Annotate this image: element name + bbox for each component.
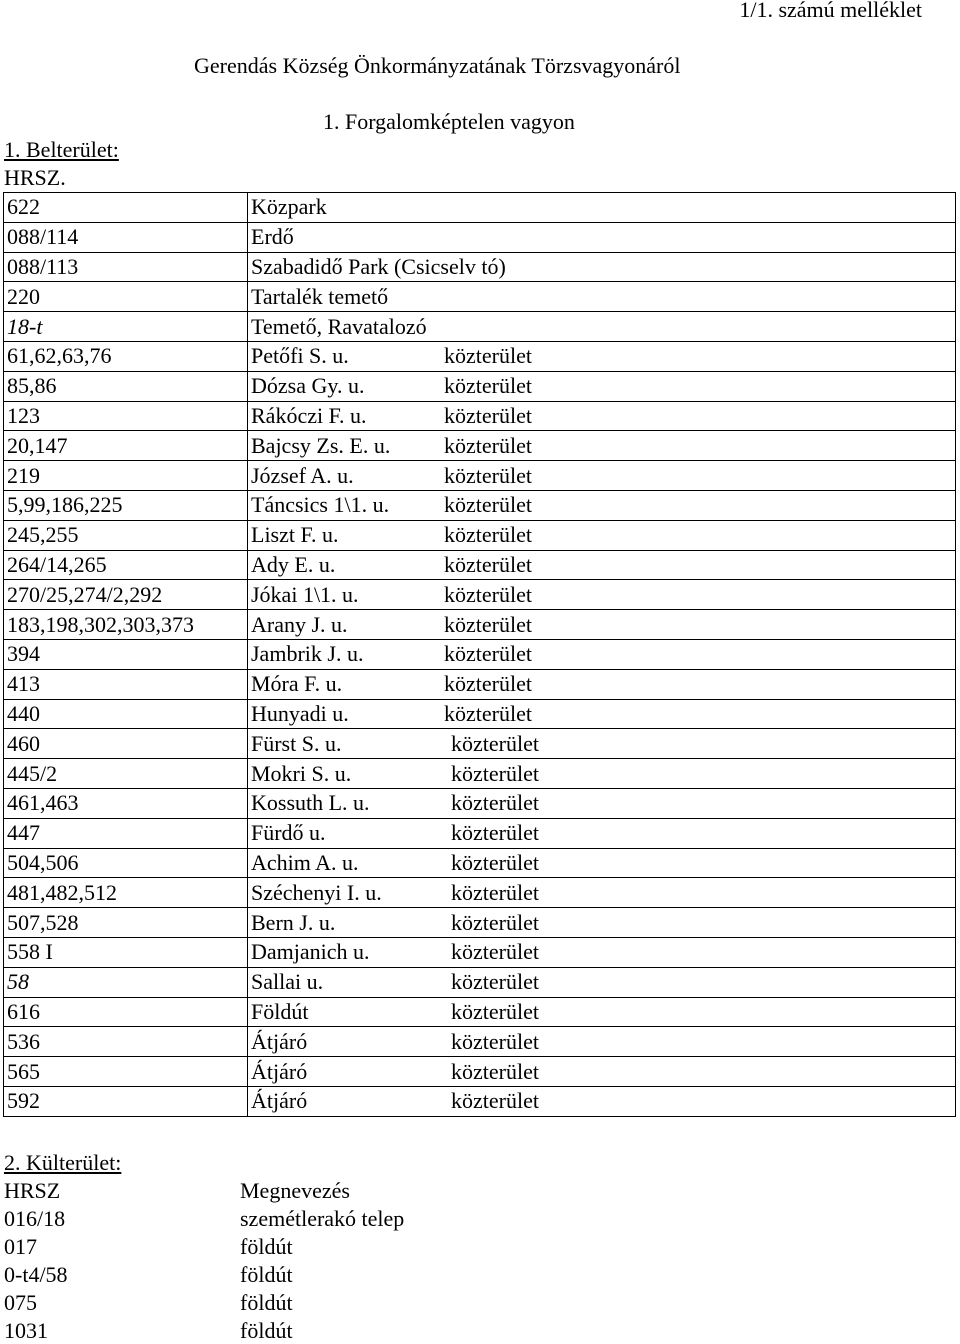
property-name: Bajcsy Zs. E. u.: [251, 432, 391, 458]
list-item: [4, 1290, 293, 1316]
property-type: közterület: [451, 1058, 539, 1084]
hrsz-cell: 504,506: [4, 848, 248, 878]
table-row: [4, 312, 956, 342]
name-cell: [248, 193, 956, 223]
property-name: Táncsics 1\1. u.: [251, 492, 390, 518]
hrsz-cell: 245,255: [4, 520, 248, 550]
property-name: Szabadidő Park (Csicselv tó): [251, 253, 506, 279]
list-item: [4, 1234, 293, 1260]
table-row: [4, 818, 956, 848]
name-cell: [248, 967, 956, 997]
name-cell: [248, 520, 956, 550]
name-cell: [248, 669, 956, 699]
name-cell: [248, 490, 956, 520]
property-type: közterület: [444, 492, 532, 518]
name-cell: [248, 371, 956, 401]
hrsz-cell: 270/25,274/2,292: [4, 580, 248, 610]
property-type: közterület: [444, 551, 532, 577]
hrsz-cell: 413: [4, 669, 248, 699]
kulterulet-name: földút: [240, 1290, 293, 1315]
property-name: Arany J. u.: [251, 611, 348, 637]
table-row: [4, 937, 956, 967]
property-name: Temető, Ravatalozó: [251, 313, 427, 339]
kulterulet-name: földút: [240, 1318, 293, 1343]
hrsz-cell: 622: [4, 193, 248, 223]
property-name: Achim A. u.: [251, 849, 359, 875]
table-row: [4, 878, 956, 908]
hrsz-cell: 61,62,63,76: [4, 341, 248, 371]
kulterulet-name: földút: [240, 1262, 293, 1287]
kulterulet-hrsz: 1031: [4, 1318, 48, 1343]
name-cell: [248, 1086, 956, 1116]
table-row: [4, 550, 956, 580]
table-row: [4, 193, 956, 223]
property-name: Ady E. u.: [251, 551, 336, 577]
name-cell: [248, 788, 956, 818]
property-name: Bern J. u.: [251, 909, 336, 935]
property-type: közterület: [451, 820, 539, 846]
property-type: közterület: [451, 969, 539, 995]
property-type: közterület: [444, 611, 532, 637]
property-type: közterület: [444, 432, 532, 458]
property-name: Liszt F. u.: [251, 522, 339, 548]
property-type: közterület: [451, 1028, 539, 1054]
name-cell: [248, 818, 956, 848]
property-type: közterület: [444, 462, 532, 488]
name-cell: [248, 729, 956, 759]
table-row: [4, 610, 956, 640]
name-cell: [248, 1027, 956, 1057]
name-cell: [248, 431, 956, 461]
table-row: [4, 759, 956, 789]
kulterulet-hrsz: 075: [4, 1290, 37, 1315]
name-cell: [248, 252, 956, 282]
name-cell: [248, 401, 956, 431]
property-name: Átjáró: [251, 1058, 308, 1084]
list-item: [4, 1318, 293, 1344]
name-cell: [248, 878, 956, 908]
table-row: [4, 490, 956, 520]
annex-label: 1/1. számú melléklet: [739, 0, 922, 22]
property-name: Fürst S. u.: [251, 730, 342, 756]
property-type: közterület: [451, 790, 539, 816]
property-type: közterület: [444, 373, 532, 399]
property-name: Damjanich u.: [251, 939, 370, 965]
property-name: Rákóczi F. u.: [251, 402, 367, 428]
hrsz-cell: 507,528: [4, 908, 248, 938]
table-row: [4, 1086, 956, 1116]
property-type: közterület: [451, 1088, 539, 1114]
property-name: József A. u.: [251, 462, 354, 488]
property-name: Átjáró: [251, 1088, 308, 1114]
hrsz-cell: 461,463: [4, 788, 248, 818]
kulterulet-name: szemétlerakó telep: [240, 1206, 405, 1231]
table-row: [4, 282, 956, 312]
property-type: közterület: [451, 909, 539, 935]
property-type: közterület: [444, 522, 532, 548]
property-type: közterület: [444, 671, 532, 697]
table-row: [4, 222, 956, 252]
property-type: közterület: [451, 998, 539, 1024]
name-cell: [248, 848, 956, 878]
property-name: Átjáró: [251, 1028, 308, 1054]
name-cell: [248, 1057, 956, 1087]
name-cell: [248, 580, 956, 610]
property-name: Dózsa Gy. u.: [251, 373, 365, 399]
hrsz-cell: 445/2: [4, 759, 248, 789]
name-cell: [248, 937, 956, 967]
kulterulet-hrsz: 0-t4/58: [4, 1262, 68, 1287]
table-row: [4, 639, 956, 669]
property-type: közterület: [451, 760, 539, 786]
section2-heading: 2. Külterület:: [4, 1150, 122, 1175]
kulterulet-hrsz-header: HRSZ: [4, 1178, 61, 1203]
table-row: [4, 699, 956, 729]
name-cell: [248, 461, 956, 491]
list-item: [4, 1206, 404, 1232]
property-type: közterület: [444, 700, 532, 726]
hrsz-cell: 219: [4, 461, 248, 491]
hrsz-cell: 183,198,302,303,373: [4, 610, 248, 640]
hrsz-cell: 088/113: [4, 252, 248, 282]
belterulet-table: [3, 192, 956, 1117]
property-type: közterület: [451, 939, 539, 965]
table-row: [4, 401, 956, 431]
hrsz-cell: 447: [4, 818, 248, 848]
name-cell: [248, 222, 956, 252]
table-row: [4, 371, 956, 401]
hrsz-cell: 123: [4, 401, 248, 431]
section1-hrsz-header: HRSZ.: [4, 165, 66, 190]
table-row: [4, 520, 956, 550]
name-cell: [248, 610, 956, 640]
hrsz-cell: 481,482,512: [4, 878, 248, 908]
table-row: [4, 461, 956, 491]
kulterulet-name: földút: [240, 1234, 293, 1259]
hrsz-cell: 20,147: [4, 431, 248, 461]
property-type: közterület: [444, 402, 532, 428]
name-cell: [248, 759, 956, 789]
hrsz-cell: 220: [4, 282, 248, 312]
property-name: Kossuth L. u.: [251, 790, 370, 816]
name-cell: [248, 997, 956, 1027]
hrsz-cell: 536: [4, 1027, 248, 1057]
hrsz-cell: 558 I: [4, 937, 248, 967]
property-type: közterület: [444, 343, 532, 369]
hrsz-cell: 592: [4, 1086, 248, 1116]
table-row: [4, 729, 956, 759]
table-row: [4, 1057, 956, 1087]
kulterulet-hrsz: 017: [4, 1234, 37, 1259]
property-name: Széchenyi I. u.: [251, 879, 382, 905]
property-name: Hunyadi u.: [251, 700, 349, 726]
table-row: [4, 908, 956, 938]
document-subtitle: 1. Forgalomképtelen vagyon: [323, 109, 575, 134]
property-type: közterület: [444, 581, 532, 607]
name-cell: [248, 341, 956, 371]
hrsz-cell: 440: [4, 699, 248, 729]
table-row: [4, 1027, 956, 1057]
hrsz-cell: 85,86: [4, 371, 248, 401]
list-item: [4, 1262, 293, 1288]
document-title: Gerendás Község Önkormányzatának Törzsvagyonáról: [194, 53, 681, 78]
hrsz-cell: 18-t: [4, 312, 248, 342]
table-row: [4, 669, 956, 699]
hrsz-cell: 088/114: [4, 222, 248, 252]
kulterulet-hrsz: 016/18: [4, 1206, 66, 1231]
kulterulet-header-row: [4, 1178, 350, 1204]
property-type: közterület: [451, 849, 539, 875]
hrsz-cell: 565: [4, 1057, 248, 1087]
table-row: [4, 252, 956, 282]
name-cell: [248, 550, 956, 580]
property-name: Erdő: [251, 224, 294, 250]
name-cell: [248, 908, 956, 938]
name-cell: [248, 312, 956, 342]
property-name: Közpark: [251, 194, 327, 220]
table-row: [4, 580, 956, 610]
table-row: [4, 997, 956, 1027]
name-cell: [248, 699, 956, 729]
table-row: [4, 431, 956, 461]
property-type: közterület: [451, 879, 539, 905]
property-name: Petőfi S. u.: [251, 343, 349, 369]
name-cell: [248, 282, 956, 312]
section1-heading: 1. Belterület:: [4, 137, 119, 162]
hrsz-cell: 394: [4, 639, 248, 669]
hrsz-cell: 264/14,265: [4, 550, 248, 580]
kulterulet-name-header: Megnevezés: [240, 1178, 350, 1203]
hrsz-cell: 5,99,186,225: [4, 490, 248, 520]
property-name: Földút: [251, 998, 309, 1024]
name-cell: [248, 639, 956, 669]
property-name: Jókai 1\1. u.: [251, 581, 359, 607]
property-name: Fürdő u.: [251, 820, 326, 846]
property-name: Sallai u.: [251, 969, 324, 995]
property-type: közterület: [444, 641, 532, 667]
property-name: Jambrik J. u.: [251, 641, 364, 667]
hrsz-cell: 58: [4, 967, 248, 997]
table-row: [4, 341, 956, 371]
table-row: [4, 848, 956, 878]
table-row: [4, 967, 956, 997]
hrsz-cell: 460: [4, 729, 248, 759]
hrsz-cell: 616: [4, 997, 248, 1027]
property-type: közterület: [451, 730, 539, 756]
property-name: Mokri S. u.: [251, 760, 352, 786]
property-name: Móra F. u.: [251, 671, 343, 697]
table-row: [4, 788, 956, 818]
property-name: Tartalék temető: [251, 283, 389, 309]
